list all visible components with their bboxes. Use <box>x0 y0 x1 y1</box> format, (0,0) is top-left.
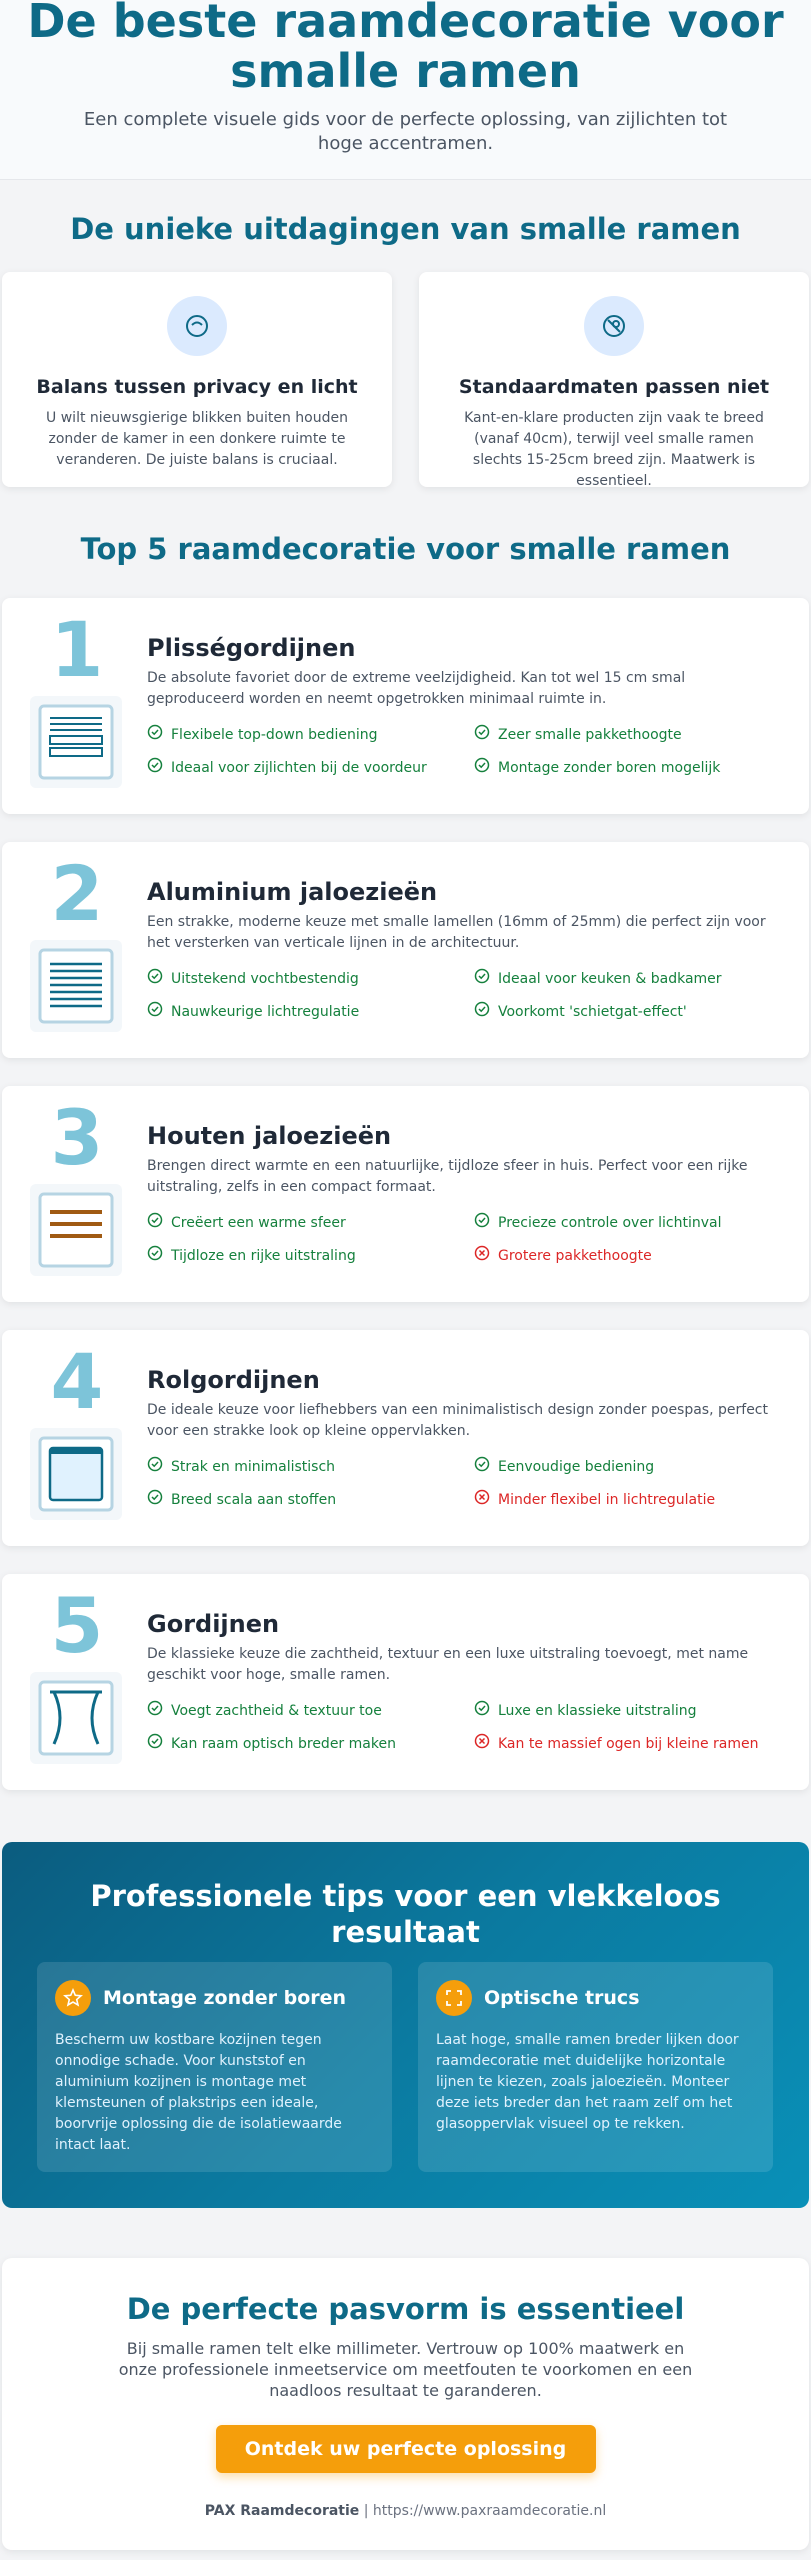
feature-item: Voegt zachtheid & textuur toe <box>147 1700 382 1721</box>
challenge-title: Balans tussen privacy en licht <box>36 376 358 398</box>
roller-blind-icon <box>30 1428 122 1520</box>
feature-item: Nauwkeurige lichtregulatie <box>147 1001 359 1022</box>
hero-section <box>0 0 811 180</box>
top5-title: Top 5 raamdecoratie voor smalle ramen <box>80 532 731 566</box>
check-icon <box>147 1212 163 1233</box>
product-description: De klassieke keuze die zachtheid, textuur en een luxe uitstraling toevoegt, met name geschikt voor hoge, smalle ramen. <box>147 1646 749 1683</box>
feature-item: Breed scala aan stoffen <box>147 1489 336 1510</box>
footer-separator: | <box>363 2503 369 2519</box>
product-number: 5 <box>50 1581 104 1670</box>
feature-item: Kan raam optisch breder maken <box>147 1733 396 1754</box>
page-title: De beste raamdecoratie voor smalle ramen <box>27 0 784 98</box>
check-icon <box>474 1456 490 1477</box>
product-number: 4 <box>50 1337 104 1426</box>
product-name: Plisségordijnen <box>147 634 356 662</box>
check-icon <box>474 1700 490 1721</box>
feature-item: Strak en minimalistisch <box>147 1456 335 1477</box>
challenge-text: Kant-en-klare producten zijn vaak te breed (vanaf 40cm), terwijl veel smalle ramen slechts 15-25cm breed zijn. Maatwerk is essentieel. <box>464 410 764 489</box>
tip-card-mounting <box>37 1962 392 2172</box>
page-subtitle: Een complete visuele gids voor de perfecte oplossing, van zijlichten tot hoge accentramen. <box>83 109 728 154</box>
product-card-3 <box>2 1086 809 1302</box>
tips-title: Professionele tips voor een vlekkeloos resultaat <box>90 1879 721 1949</box>
feature-item: Ideaal voor keuken & badkamer <box>474 968 722 989</box>
check-icon <box>147 968 163 989</box>
tip-text: Laat hoge, smalle ramen breder lijken door raamdecoratie met duidelijke horizontale lijnen te kiezen, zoals jaloezieën. Monteer deze iets breder dan het raam zelf om het glasoppervlak visueel op te rekken. <box>436 2032 739 2132</box>
check-icon <box>147 1456 163 1477</box>
x-circle-icon <box>474 1245 490 1266</box>
tip-title: Optische trucs <box>484 1987 640 2009</box>
check-icon <box>147 1001 163 1022</box>
check-icon <box>474 757 490 778</box>
curtain-icon <box>30 1672 122 1764</box>
feature-item: Voorkomt 'schietgat-effect' <box>474 1001 687 1022</box>
product-card-5 <box>2 1574 809 1790</box>
feature-item: Uitstekend vochtbestendig <box>147 968 359 989</box>
product-card-2 <box>2 842 809 1058</box>
discover-solution-button[interactable]: Ontdek uw perfecte oplossing <box>216 2425 596 2473</box>
product-number: 3 <box>50 1093 104 1182</box>
con-item: Minder flexibel in lichtregulatie <box>474 1489 715 1510</box>
aluminium-blind-icon <box>30 940 122 1032</box>
expand-icon <box>436 1980 472 2016</box>
check-icon <box>474 1212 490 1233</box>
product-name: Gordijnen <box>147 1610 280 1638</box>
brand-name: PAX Raamdecoratie <box>204 2503 360 2519</box>
challenges-title: De unieke uitdagingen van smalle ramen <box>70 212 741 246</box>
check-icon <box>147 1700 163 1721</box>
con-item: Grotere pakkethoogte <box>474 1245 652 1266</box>
eye-icon <box>167 296 227 356</box>
check-icon <box>474 1001 490 1022</box>
star-icon <box>55 1980 91 2016</box>
con-item: Kan te massief ogen bij kleine ramen <box>474 1733 758 1754</box>
feature-item: Montage zonder boren mogelijk <box>474 757 720 778</box>
feature-item: Eenvoudige bediening <box>474 1456 654 1477</box>
product-description: Brengen direct warmte en een natuurlijke, tijdloze sfeer in huis. Perfect voor een rijke uitstraling, zelfs in een compact formaat. <box>147 1158 748 1195</box>
footer <box>2 2503 809 2519</box>
challenge-card-sizes <box>419 272 809 487</box>
x-circle-icon <box>474 1733 490 1754</box>
wooden-blind-icon <box>30 1184 122 1276</box>
challenge-text: U wilt nieuwsgierige blikken buiten houden zonder de kamer in een donkere ruimte te veranderen. De juiste balans is cruciaal. <box>46 410 348 468</box>
product-description: De ideale keuze voor liefhebbers van een minimalistisch design zonder poespas, perfect voor een strakke look op kleine oppervlakken. <box>147 1402 768 1439</box>
ruler-icon <box>584 296 644 356</box>
x-circle-icon <box>474 1489 490 1510</box>
product-name: Houten jaloezieën <box>147 1122 392 1150</box>
website-link[interactable]: https://www.paxraamdecoratie.nl <box>372 2503 607 2519</box>
feature-item: Ideaal voor zijlichten bij de voordeur <box>147 757 427 778</box>
feature-item: Luxe en klassieke uitstraling <box>474 1700 697 1721</box>
feature-item: Flexibele top-down bediening <box>147 724 378 745</box>
pleated-blind-icon <box>30 696 122 788</box>
check-icon <box>474 724 490 745</box>
challenge-title: Standaardmaten passen niet <box>458 376 770 398</box>
product-number: 1 <box>50 605 104 694</box>
feature-item: Creëert een warme sfeer <box>147 1212 346 1233</box>
check-icon <box>147 1733 163 1754</box>
product-name: Aluminium jaloezieën <box>147 878 438 906</box>
product-description: De absolute favoriet door de extreme veelzijdigheid. Kan tot wel 15 cm smal geproduceerd worden en neemt opgetrokken minimaal ruimte in. <box>147 670 686 707</box>
check-icon <box>147 757 163 778</box>
product-number: 2 <box>50 849 104 938</box>
check-icon <box>474 968 490 989</box>
feature-item: Zeer smalle pakkethoogte <box>474 724 682 745</box>
check-icon <box>147 1245 163 1266</box>
challenge-card-privacy <box>2 272 392 487</box>
cta-section <box>2 2258 809 2550</box>
product-card-4 <box>2 1330 809 1546</box>
cta-text: Bij smalle ramen telt elke millimeter. Vertrouw op 100% maatwerk en onze professionele inmeetservice om meetfouten te voorkomen en een naadloos resultaat te garanderen. <box>118 2339 693 2400</box>
tip-title: Montage zonder boren <box>103 1987 347 2009</box>
tip-text: Bescherm uw kostbare kozijnen tegen onnodige schade. Voor kunststof en aluminium kozijnen is montage met klemsteunen of plakstrips een ideale, boorvrije oplossing die de isolatiewaarde intact laat. <box>55 2032 342 2153</box>
feature-item: Tijdloze en rijke uitstraling <box>147 1245 356 1266</box>
product-name: Rolgordijnen <box>147 1366 320 1394</box>
check-icon <box>147 724 163 745</box>
feature-item: Precieze controle over lichtinval <box>474 1212 722 1233</box>
tips-section <box>2 1842 809 2208</box>
product-card-1 <box>2 598 809 814</box>
cta-title: De perfecte pasvorm is essentieel <box>126 2292 685 2326</box>
tip-card-optical <box>418 1962 773 2172</box>
product-description: Een strakke, moderne keuze met smalle lamellen (16mm of 25mm) die perfect zijn voor het versterken van verticale lijnen in de architectuur. <box>147 914 766 951</box>
check-icon <box>147 1489 163 1510</box>
